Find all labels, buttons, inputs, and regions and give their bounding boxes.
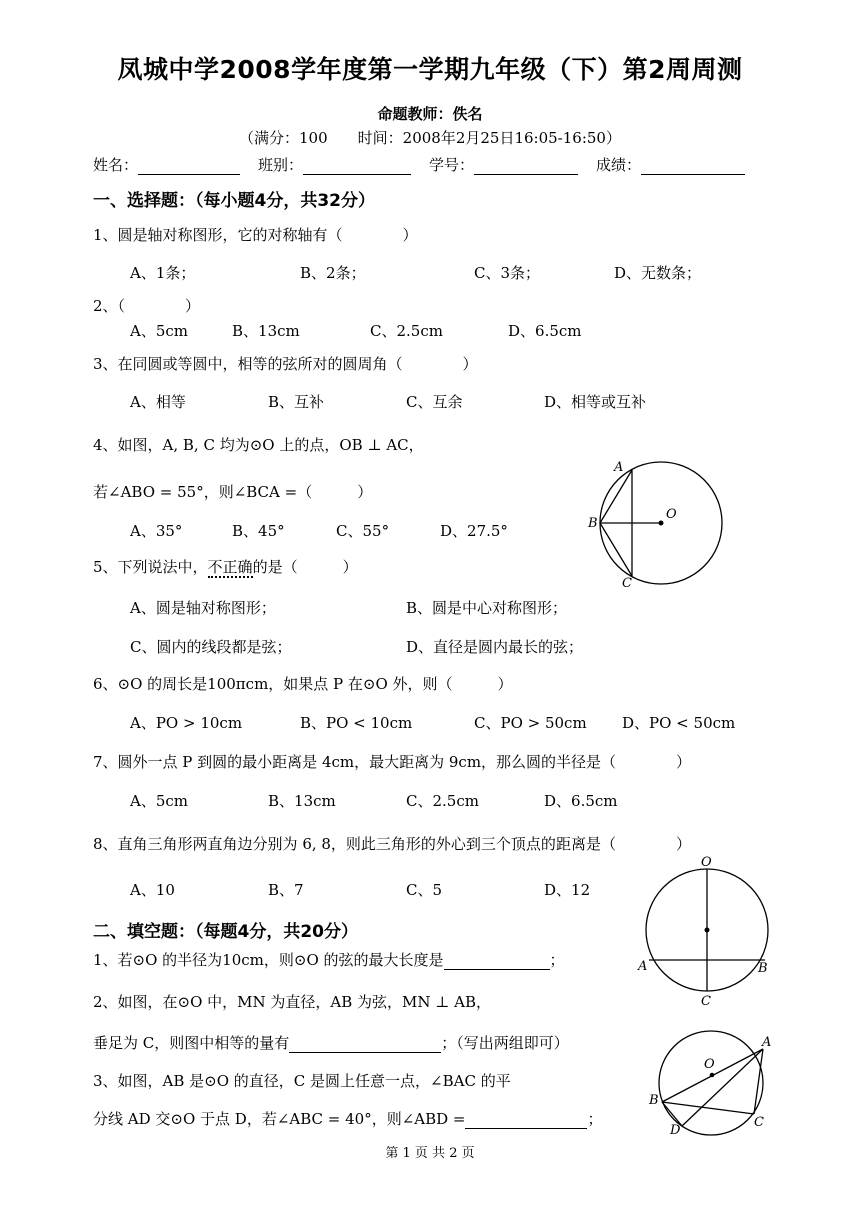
name-field[interactable] bbox=[93, 154, 258, 175]
figure-f2 bbox=[632, 852, 782, 1010]
class-blank[interactable] bbox=[303, 158, 411, 175]
q7-option-c: C、2.5cm bbox=[406, 792, 479, 810]
q6-option-b: B、PO < 10cm bbox=[300, 714, 413, 732]
q2-option-c: C、2.5cm bbox=[370, 322, 443, 340]
score-label: 成绩： bbox=[596, 156, 642, 174]
q3-option-d: D、相等或互补 bbox=[544, 393, 647, 411]
q1-option-d: D、无数条； bbox=[614, 264, 702, 282]
fig3-label-o: O bbox=[704, 1057, 715, 1072]
q5-post: 的是（ ） bbox=[252, 558, 358, 576]
q6-text: 6、⊙O 的周长是100πcm，如果点 P 在⊙O 外，则（ ） bbox=[93, 675, 513, 693]
q5-text bbox=[93, 556, 358, 577]
q4-option-a: A、35° bbox=[130, 522, 183, 540]
fig1-label-b: B bbox=[588, 516, 598, 531]
q4-option-c: C、55° bbox=[336, 522, 390, 540]
page-title: 凤城中学2008学年度第一学期九年级（下）第2周周测 bbox=[117, 55, 743, 84]
q8-option-a: A、10 bbox=[130, 881, 175, 899]
name-blank[interactable] bbox=[138, 158, 240, 175]
q6-option-a: A、PO > 10cm bbox=[130, 714, 243, 732]
page-footer: 第 1 页 共 2 页 bbox=[385, 1146, 475, 1161]
q4-line1: 4、如图，A, B, C 均为⊙O 上的点，OB ⊥ AC， bbox=[93, 436, 424, 454]
f3-line2-pre: 分线 AD 交⊙O 于点 D，若∠ABC = 40°，则∠ABD = bbox=[93, 1110, 466, 1128]
section1-heading: 一、选择题：（每小题4分，共32分） bbox=[93, 191, 375, 211]
q3-option-a: A、相等 bbox=[130, 393, 186, 411]
q5-option-c: C、圆内的线段都是弦； bbox=[130, 638, 292, 656]
q5-pre: 5、下列说法中， bbox=[93, 558, 208, 576]
fig3-label-c: C bbox=[754, 1115, 764, 1130]
q8-text: 8、直角三角形两直角边分别为 6, 8，则此三角形的外心到三个顶点的距离是（ ） bbox=[93, 835, 691, 853]
q8-option-c: C、5 bbox=[406, 881, 443, 899]
q3-option-b: B、互补 bbox=[268, 393, 325, 411]
q7-option-a: A、5cm bbox=[130, 792, 189, 810]
f1-post: ； bbox=[549, 951, 565, 969]
q6-option-c: C、PO > 50cm bbox=[474, 714, 587, 732]
q1-option-b: B、2条； bbox=[300, 264, 366, 282]
q3-option-c: C、互余 bbox=[406, 393, 463, 411]
q1-option-a: A、1条； bbox=[130, 264, 196, 282]
section2-heading: 二、填空题：（每题4分，共20分） bbox=[93, 922, 358, 942]
fig2-label-c: C bbox=[701, 994, 711, 1009]
fig1-center-dot bbox=[659, 521, 664, 526]
fig2-label-b: B bbox=[758, 961, 768, 976]
q6-option-d: D、PO < 50cm bbox=[622, 714, 736, 732]
fig3-label-b: B bbox=[649, 1093, 659, 1108]
fig1-label-o: O bbox=[666, 507, 677, 522]
q5-option-b: B、圆是中心对称图形； bbox=[406, 599, 568, 617]
f2-line2 bbox=[93, 1032, 569, 1053]
f2-line2-post: ；（写出两组即可） bbox=[441, 1034, 569, 1052]
q2-text: 2、（ ） bbox=[93, 297, 201, 315]
figure-q4 bbox=[586, 455, 736, 595]
fig3-chord-bc bbox=[662, 1102, 754, 1114]
q7-text: 7、圆外一点 P 到圆的最小距离是 4cm，最大距离为 9cm，那么圆的半径是（ ） bbox=[93, 753, 692, 771]
f2-line1: 2、如图，在⊙O 中，MN 为直径，AB 为弦，MN ⊥ AB， bbox=[93, 993, 492, 1011]
student-id-blank[interactable] bbox=[474, 158, 578, 175]
q4-option-d: D、27.5° bbox=[440, 522, 508, 540]
f1-text bbox=[93, 949, 565, 970]
figure-f3 bbox=[646, 1030, 780, 1136]
fig2-center-dot bbox=[705, 928, 710, 933]
student-info-fields bbox=[93, 154, 763, 175]
fig2-label-a: A bbox=[638, 959, 648, 974]
q1-option-c: C、3条； bbox=[474, 264, 541, 282]
student-id-label: 学号： bbox=[429, 156, 475, 174]
q5-option-a: A、圆是轴对称图形； bbox=[130, 599, 276, 617]
f1-pre: 1、若⊙O 的半径为10cm，则⊙O 的弦的最大长度是 bbox=[93, 951, 444, 969]
name-label: 姓名： bbox=[93, 156, 139, 174]
q4-option-b: B、45° bbox=[232, 522, 285, 540]
fig1-label-c: C bbox=[622, 576, 632, 591]
fig3-circle bbox=[659, 1031, 763, 1135]
f3-line2-post: ； bbox=[587, 1110, 603, 1128]
fig3-bisector-ad bbox=[682, 1049, 763, 1126]
class-label: 班别： bbox=[258, 156, 304, 174]
q7-option-b: B、13cm bbox=[268, 792, 336, 810]
score-blank[interactable] bbox=[641, 158, 745, 175]
q2-option-a: A、5cm bbox=[130, 322, 189, 340]
q3-text: 3、在同圆或等圆中，相等的弦所对的圆周角（ ） bbox=[93, 355, 478, 373]
fig3-center-dot bbox=[710, 1073, 715, 1078]
q2-option-b: B、13cm bbox=[232, 322, 300, 340]
f1-answer-blank[interactable] bbox=[444, 955, 550, 970]
fig2-label-o: O bbox=[701, 855, 712, 870]
q5-emphasis: 不正确 bbox=[207, 558, 253, 576]
fig3-label-d: D bbox=[670, 1123, 681, 1136]
f3-line1: 3、如图，AB 是⊙O 的直径，C 是圆上任意一点，∠BAC 的平 bbox=[93, 1072, 511, 1090]
fig1-label-a: A bbox=[614, 460, 624, 475]
q8-option-d: D、12 bbox=[544, 881, 591, 899]
f3-line2 bbox=[93, 1108, 603, 1129]
q7-option-d: D、6.5cm bbox=[544, 792, 618, 810]
fig1-segment-ba bbox=[600, 470, 632, 523]
q1-text: 1、圆是轴对称图形，它的对称轴有（ ） bbox=[93, 226, 418, 244]
f3-answer-blank[interactable] bbox=[465, 1114, 587, 1129]
q8-option-b: B、7 bbox=[268, 881, 304, 899]
author-line: 命题教师：佚名 bbox=[377, 105, 483, 123]
q5-option-d: D、直径是圆内最长的弦； bbox=[406, 638, 584, 656]
fig3-label-a: A bbox=[762, 1035, 772, 1050]
q2-option-d: D、6.5cm bbox=[508, 322, 582, 340]
fig1-segment-bc bbox=[600, 523, 632, 576]
class-field[interactable] bbox=[258, 154, 429, 175]
score-time-line: （满分：100 时间：2008年2月25日16:05-16:50） bbox=[239, 129, 621, 147]
f2-answer-blank[interactable] bbox=[289, 1038, 441, 1053]
student-id-field[interactable] bbox=[429, 154, 596, 175]
f2-line2-pre: 垂足为 C，则图中相等的量有 bbox=[93, 1034, 290, 1052]
q4-line2: 若∠ABO = 55°，则∠BCA =（ ） bbox=[93, 483, 373, 501]
score-field[interactable] bbox=[596, 154, 763, 175]
